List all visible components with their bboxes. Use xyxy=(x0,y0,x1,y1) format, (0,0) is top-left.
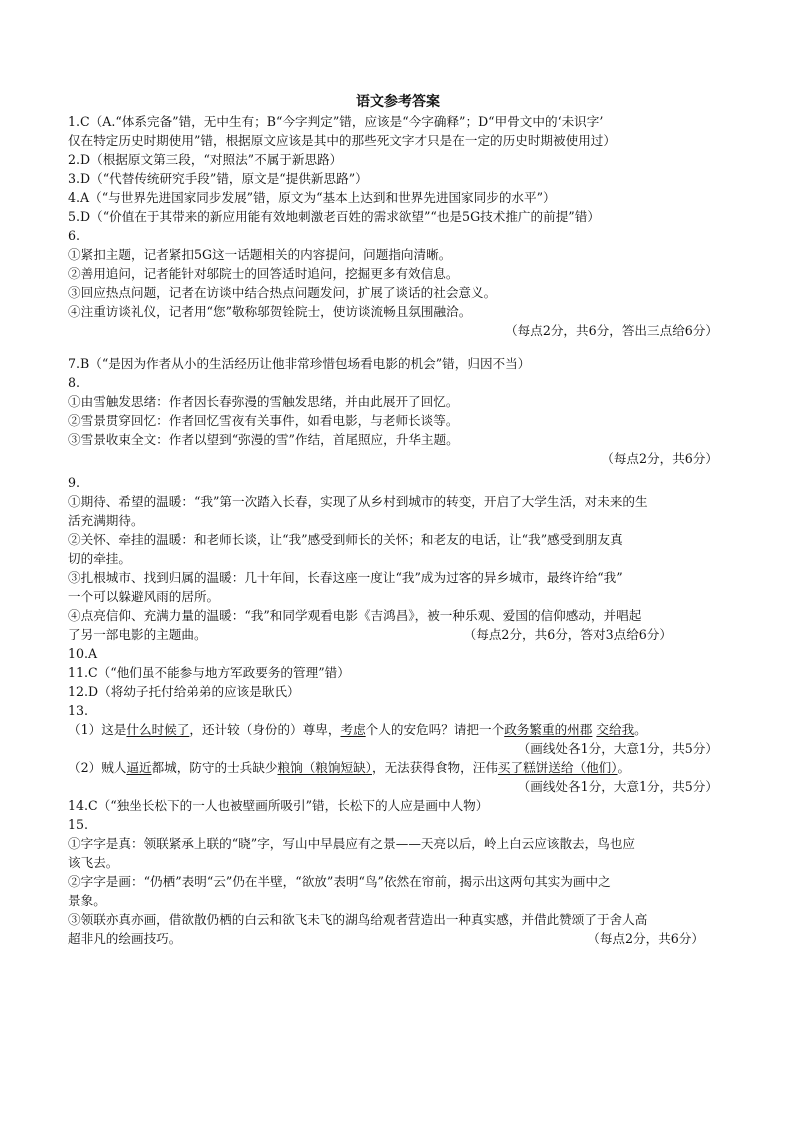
answer-2: 2.D（根据原文第三段，“对照法”不属于新思路） xyxy=(68,152,343,167)
answer-1-line-2: 仅在特定历史时期使用”错，根据原文应该是其中的那些死文字才只是在一定的历史时期被使用过） xyxy=(68,133,616,148)
underlined-phrase: 粮饷（粮饷短缺） xyxy=(277,760,372,775)
text-segment: 个人的安危吗？请把一个 xyxy=(365,722,505,737)
answer-15-line: 该飞去。 xyxy=(68,855,119,870)
answer-15-line: ③领联亦真亦画，借欲散仍栖的白云和欲飞未飞的湖鸟给观者营造出一种真实感，并借此赞颂了于舍人高 xyxy=(68,912,648,927)
answer-13-score-2: （画线处各1分，大意1分，共5分） xyxy=(517,779,718,794)
page-title: 语文参考答案 xyxy=(356,94,440,110)
answer-15-line: ①字字是真：领联紧承上联的“晓”字，写山中早晨应有之景——天亮以后，岭上白云应该散去，鸟也应 xyxy=(68,836,636,851)
answer-9-line: ③扎根城市、找到归属的温暖：几十年间，长春这座一度让“我”成为过客的异乡城市，最终许给“我” xyxy=(68,570,623,585)
answer-document xyxy=(68,92,724,948)
answer-6-point: ④注重访谈礼仪，记者用“您”敬称邬贺铨院士，使访谈流畅且氛围融洽。 xyxy=(68,304,472,319)
answer-4: 4.A（“与世界先进国家同步发展”错，原文为“基本上达到和世界先进国家同步的水平”） xyxy=(68,190,556,205)
answer-11: 11.C（“他们虽不能参与地方军政要务的管理”错） xyxy=(68,665,350,680)
text-segment: 都城，防守的士兵缺少 xyxy=(151,760,278,775)
answer-8-point: ③雪景收束全文：作者以望到“弥漫的雪”作结，首尾照应，升华主题。 xyxy=(68,432,459,447)
answer-9-line: ①期待、希望的温暖：“我”第一次踏入长春，实现了从乡村到城市的转变，开启了大学生活，对未来的生 xyxy=(68,494,648,509)
answer-8-point: ①由雪触发思绪：作者因长春弥漫的雪触发思绪，并由此展开了回忆。 xyxy=(68,394,459,409)
answer-5: 5.D（“价值在于其带来的新应用能有效地刺激老百姓的需求欲望”“也是5G技术推广的前提”错） xyxy=(68,209,600,224)
answer-15-last-line xyxy=(68,929,724,948)
answer-6-score: （每点2分，共6分，答出三点给6分） xyxy=(505,323,718,338)
answer-9-score: （每点2分，共6分，答对3点给6分） xyxy=(463,627,672,642)
answer-9-line: 一个可以躲避风雨的居所。 xyxy=(68,589,220,604)
answer-6-number: 6. xyxy=(68,228,81,243)
answer-15-score: （每点2分，共6分） xyxy=(587,931,704,946)
text-segment: ，还计较（身份的）尊卑， xyxy=(189,722,341,737)
text-segment: （1）这是 xyxy=(68,722,127,737)
answer-9-line: ④点亮信仰、充满力量的温暖：“我”和同学观看电影《吉鸿昌》，被一种乐观、爱国的信仰感动，并唱起 xyxy=(68,608,642,623)
answer-13-translation-2 xyxy=(68,758,724,777)
text-segment: ，无法获得食物，汪伟 xyxy=(371,760,498,775)
answer-8-number: 8. xyxy=(68,375,81,390)
answer-9-line: 活充满期待。 xyxy=(68,513,144,528)
underlined-phrase: 政务繁重的州郡 xyxy=(504,722,593,737)
underlined-phrase: 买了糕饼送给（他们） xyxy=(497,760,618,775)
answer-8-score: （每点2分，共6分） xyxy=(601,451,718,466)
answer-6-point: ③回应热点问题，记者在访谈中结合热点问题发问，扩展了谈话的社会意义。 xyxy=(68,285,497,300)
underlined-phrase: 交给我 xyxy=(596,722,635,737)
answer-13-translation-1 xyxy=(68,720,724,739)
answer-15-line: ②字字是画：“仍栖”表明“云”仍在半壁，“欲放”表明“鸟”依然在帘前，揭示出这两句其实为画中之 xyxy=(68,874,611,889)
text-segment: 。 xyxy=(617,760,631,775)
answer-3: 3.D（“代替传统研究手段”错，原文是“提供新思路”） xyxy=(68,171,368,186)
answer-15-line: 景象。 xyxy=(68,893,106,908)
answer-9-line: 切的牵挂。 xyxy=(68,551,131,566)
answer-13-score-1: （画线处各1分，大意1分，共5分） xyxy=(517,741,718,756)
text-segment: （2）贼人 xyxy=(68,760,127,775)
answer-9-line: ②关怀、牵挂的温暖：和老师长谈，让“我”感受到师长的关怀；和老友的电话，让“我”感受到朋友真 xyxy=(68,532,623,547)
answer-13-number: 13. xyxy=(68,703,89,718)
answer-12: 12.D（将幼子托付给弟弟的应该是耿氏） xyxy=(68,684,300,699)
answer-7: 7.B（“是因为作者从小的生活经历让他非常珍惜包场看电影的机会”错，归因不当） xyxy=(68,356,531,371)
answer-9-number: 9. xyxy=(68,475,81,490)
answer-15-number: 15. xyxy=(68,817,89,832)
answer-6-point: ①紧扣主题，记者紧扣5G这一话题相关的内容提问，问题指向清晰。 xyxy=(68,247,452,262)
answer-9-last-line xyxy=(68,625,724,644)
underlined-phrase: 考虑 xyxy=(340,722,366,737)
underlined-phrase: 逼近 xyxy=(126,760,152,775)
underlined-phrase: 什么时候了 xyxy=(126,722,190,737)
answer-1-line-1: 1.C（A.“体系完备”错，无中生有；B“今字判定”错，应该是“今字确释”；D“甲骨文中的‘未识字’ xyxy=(68,114,604,129)
text-segment: 。 xyxy=(634,722,647,737)
answer-6-point: ②善用追问，记者能针对邬院士的回答适时追问，挖掘更多有效信息。 xyxy=(68,266,459,281)
answer-10: 10.A xyxy=(68,646,98,661)
answer-15-text: 超非凡的绘画技巧。 xyxy=(68,931,182,946)
answer-8-point: ②雪景贯穿回忆：作者回忆雪夜有关事件，如看电影，与老师长谈等。 xyxy=(68,413,459,428)
answer-9-text: 了另一部电影的主题曲。 xyxy=(68,627,207,642)
answer-14: 14.C（“独坐长松下的一人也被壁画所吸引”错，长松下的人应是画中人物） xyxy=(68,798,489,813)
